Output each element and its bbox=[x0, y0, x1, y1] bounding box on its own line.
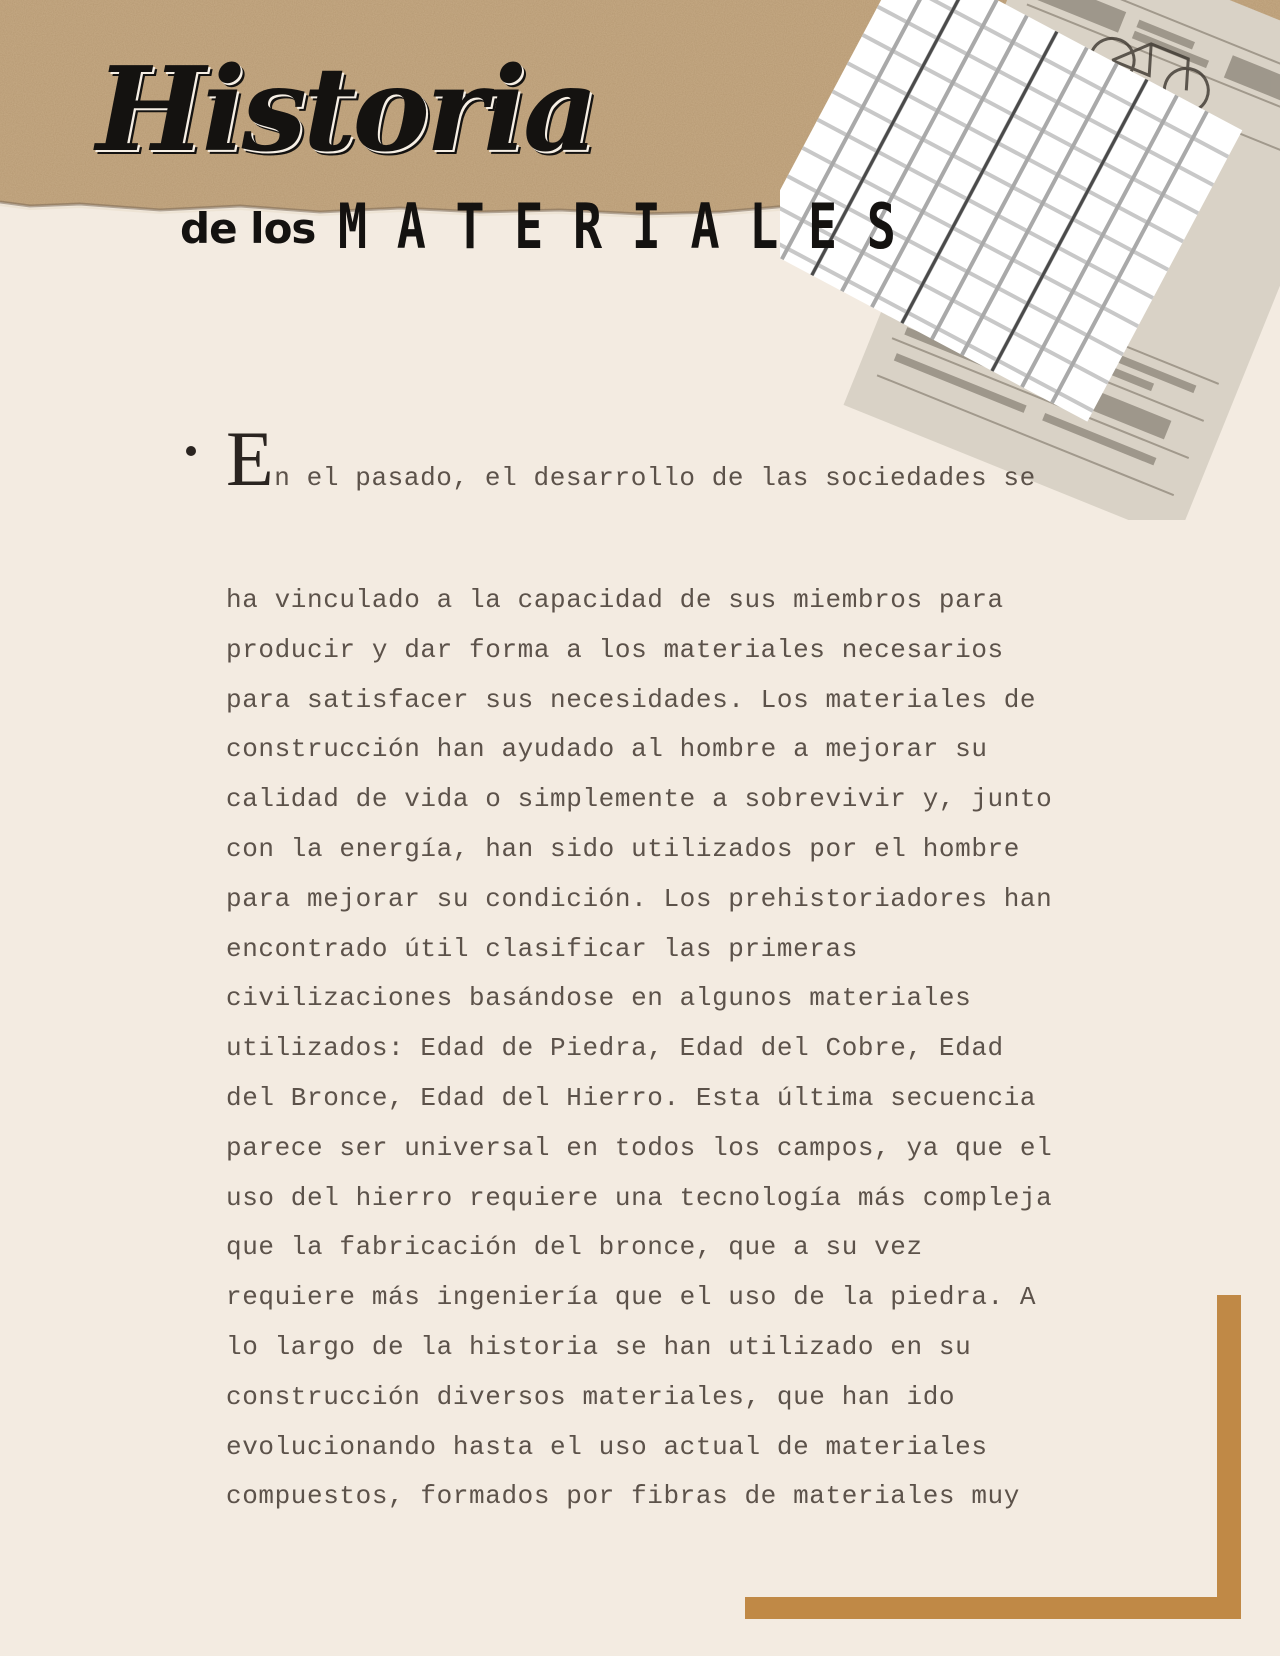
subtitle-materiales: MATERIALES bbox=[338, 190, 926, 263]
first-line-text: n el pasado, el desarrollo de las sociedades se bbox=[274, 463, 1036, 493]
title-historia: Historia bbox=[96, 42, 595, 178]
corner-bracket-frame bbox=[745, 1295, 1245, 1625]
drop-cap: E bbox=[226, 415, 275, 502]
bullet-dot bbox=[186, 446, 196, 456]
first-line bbox=[226, 415, 1126, 502]
paragraph-text: ha vinculado a la capacidad de sus miembros para producir y dar forma a los materiales necesarios para satisfacer sus necesidades. Los materiales de construcción han ayudado al hombre a mejorar su calidad de vida o simplemente a sobrevivir y, junto con la energía, han sido utilizados por el hombre para mejorar su condición. Los prehistoriadores han encontrado útil clasificar las primeras civilizaciones basándose en algunos materiales utilizados: Edad de Piedra, Edad del Cobre, Edad del Bronce, Edad del Hierro. Esta última secuencia parece ser universal en todos los campos, ya que el uso del hierro requiere una tecnología más compleja que la fabricación del bronce, que a su vez requiere más ingeniería que el uso de la piedra. A lo largo de la historia se han utilizado en su construcción diversos materiales, que han ido evolucionando hasta el uso actual de materiales compuestos, formados por fibras de materiales muy bbox=[226, 585, 1053, 1512]
subtitle-de-los: de los bbox=[180, 204, 316, 253]
